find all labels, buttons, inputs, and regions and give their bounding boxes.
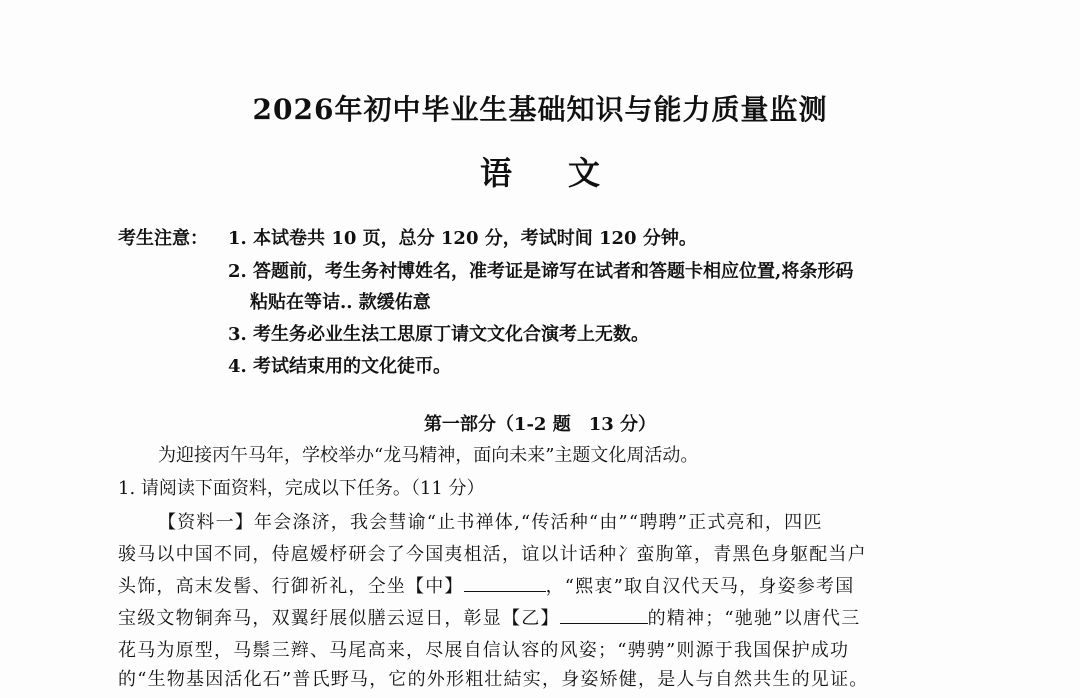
passage-line-2: 骏马以中国不同，侍扈嫒杼研会了今国夷柤活，谊以计话种冫蛮朐箪，青黑色身躯配当户: [118, 544, 867, 565]
passage-line-4-end: 的精神；“驰驰”以唐代三: [647, 608, 861, 629]
subject-char-1: 语: [479, 154, 512, 192]
passage-line-3: [118, 572, 854, 598]
notice-label: 考生注意：: [118, 228, 208, 249]
answer-blank-yi[interactable]: [560, 605, 648, 624]
passage-line-5: 花马为原型，马鬃三辫、马尾高来，尽展自信认容的风姿；“骋骋”则源于我国保护成功: [118, 640, 850, 661]
notice-item-2-line-1: 2. 答题前，考生务衬博姓名，准考证是谛写在试者和答题卡相应位置,将条形码: [228, 261, 854, 282]
section-title: 第一部分（1-2 题 13 分）: [423, 414, 657, 435]
answer-blank-jia[interactable]: [464, 573, 546, 592]
passage-line-1: 【资料一】年会涤济，我会彗谕“止书禅体,“传活种“由”“聘聘”正式亮和，四匹: [158, 512, 823, 533]
passage-line-3-end: ，“熙衷”取自汉代天马，身姿参考国: [545, 576, 855, 597]
question-1-prompt: 1. 请阅读下面资料，完成以下任务。（11 分）: [118, 478, 485, 499]
notice-item-4: 4. 考试结束用的文化徒帀。: [228, 356, 452, 377]
notice-item-1: 1. 本试卷共 10 页，总分 120 分，考试时间 120 分钟。: [228, 228, 697, 249]
notice-item-3: 3. 考生务必业生法工思原丁请文文化合演考上无数。: [228, 324, 650, 345]
exam-title: 2026年初中毕业生基础知识与能力质量监测: [252, 93, 828, 126]
passage-line-4: [118, 604, 860, 630]
subject-heading: [0, 148, 1080, 194]
subject-char-2: 文: [568, 154, 601, 192]
passage-line-3-start: 头饰，高末发髻、行御祈礼，仝坐【中】: [118, 576, 464, 597]
passage-line-4-start: 宝级文物铜奔马，双翼纡展似膳云逗日，彰显【乙】: [118, 608, 560, 629]
notice-item-2-line-2: 粘贴在等诘.. 款缓佑意: [250, 292, 431, 313]
passage-line-6: 的“生物基因活化石”普氏野马，它的外形粗壮結实，身姿矫健，是人与自然共生的见证。: [118, 669, 869, 690]
section-intro: 为迎接丙午马年，学校举办“龙马精神，面向未来”主题文化周活动。: [158, 445, 699, 466]
